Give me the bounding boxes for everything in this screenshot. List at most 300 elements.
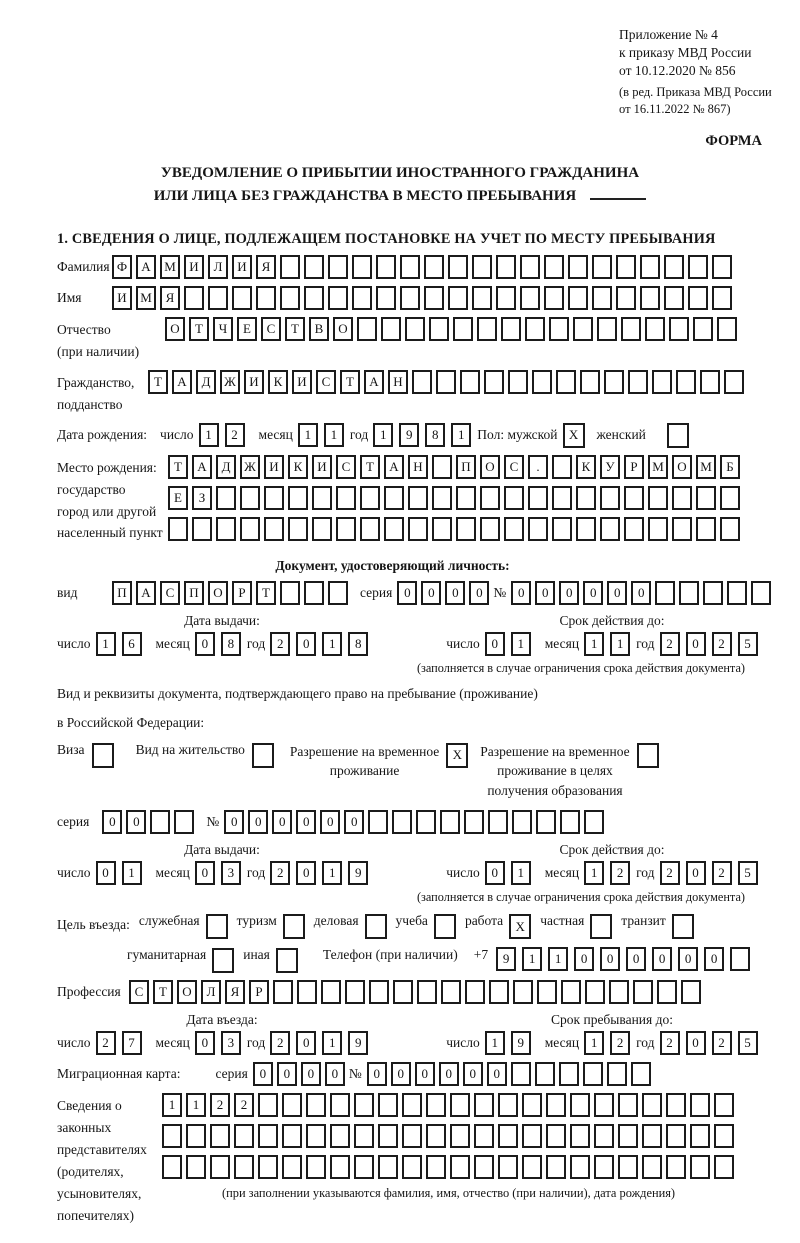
char-box[interactable]	[258, 1124, 278, 1148]
char-box[interactable]: Т	[285, 317, 305, 341]
char-box[interactable]	[354, 1124, 374, 1148]
char-box[interactable]	[489, 980, 509, 1004]
char-box[interactable]: Т	[340, 370, 360, 394]
edu-permit-checkbox[interactable]	[637, 743, 659, 768]
char-box[interactable]	[700, 370, 720, 394]
char-box[interactable]	[354, 1093, 374, 1117]
char-box[interactable]: 0	[253, 1062, 273, 1086]
char-box[interactable]: 0	[296, 810, 316, 834]
char-box[interactable]	[168, 517, 188, 541]
char-box[interactable]: П	[184, 581, 204, 605]
char-box[interactable]	[712, 255, 732, 279]
char-box[interactable]: Я	[160, 286, 180, 310]
char-box[interactable]	[618, 1124, 638, 1148]
char-box[interactable]	[306, 1124, 326, 1148]
char-box[interactable]: 9	[496, 947, 516, 971]
char-box[interactable]	[592, 286, 612, 310]
char-box[interactable]: С	[504, 455, 524, 479]
char-box[interactable]	[714, 1093, 734, 1117]
char-box[interactable]	[378, 1124, 398, 1148]
char-box[interactable]	[472, 286, 492, 310]
char-box[interactable]: 1	[610, 632, 630, 656]
temp-permit-checkbox[interactable]: X	[446, 743, 468, 768]
char-box[interactable]: 1	[199, 423, 219, 447]
char-box[interactable]	[384, 486, 404, 510]
char-box[interactable]: 0	[439, 1062, 459, 1086]
char-box[interactable]	[424, 286, 444, 310]
char-box[interactable]	[666, 1124, 686, 1148]
char-box[interactable]	[585, 980, 605, 1004]
char-box[interactable]: 1	[373, 423, 393, 447]
char-box[interactable]: 2	[712, 632, 732, 656]
char-box[interactable]: Р	[624, 455, 644, 479]
char-box[interactable]: З	[192, 486, 212, 510]
char-box[interactable]: Е	[237, 317, 257, 341]
char-box[interactable]	[456, 486, 476, 510]
char-box[interactable]	[426, 1093, 446, 1117]
char-box[interactable]	[552, 455, 572, 479]
char-box[interactable]	[400, 286, 420, 310]
char-box[interactable]: И	[292, 370, 312, 394]
char-box[interactable]: О	[177, 980, 197, 1004]
char-box[interactable]	[264, 517, 284, 541]
char-box[interactable]	[496, 286, 516, 310]
char-box[interactable]	[357, 317, 377, 341]
char-box[interactable]: П	[112, 581, 132, 605]
char-box[interactable]: .	[528, 455, 548, 479]
char-box[interactable]	[474, 1124, 494, 1148]
char-box[interactable]	[522, 1155, 542, 1179]
char-box[interactable]	[208, 286, 228, 310]
char-box[interactable]: 8	[221, 632, 241, 656]
char-box[interactable]: 0	[485, 632, 505, 656]
char-box[interactable]	[512, 810, 532, 834]
char-box[interactable]	[552, 517, 572, 541]
char-box[interactable]: 0	[535, 581, 555, 605]
char-box[interactable]: О	[672, 455, 692, 479]
char-box[interactable]	[640, 286, 660, 310]
char-box[interactable]: 2	[270, 1031, 290, 1055]
char-box[interactable]: Д	[196, 370, 216, 394]
char-box[interactable]	[573, 317, 593, 341]
char-box[interactable]: 8	[425, 423, 445, 447]
char-box[interactable]	[672, 517, 692, 541]
char-box[interactable]	[400, 255, 420, 279]
char-box[interactable]	[546, 1093, 566, 1117]
char-box[interactable]: 1	[522, 947, 542, 971]
char-box[interactable]: 0	[296, 632, 316, 656]
char-box[interactable]	[484, 370, 504, 394]
char-box[interactable]	[496, 255, 516, 279]
char-box[interactable]: 0	[574, 947, 594, 971]
char-box[interactable]	[576, 517, 596, 541]
char-box[interactable]: И	[312, 455, 332, 479]
char-box[interactable]	[402, 1155, 422, 1179]
char-box[interactable]	[306, 1093, 326, 1117]
char-box[interactable]	[360, 517, 380, 541]
char-box[interactable]: 0	[272, 810, 292, 834]
char-box[interactable]	[280, 286, 300, 310]
char-box[interactable]	[464, 810, 484, 834]
char-box[interactable]: А	[364, 370, 384, 394]
char-box[interactable]	[312, 517, 332, 541]
char-box[interactable]	[150, 810, 170, 834]
char-box[interactable]: О	[480, 455, 500, 479]
char-box[interactable]: 0	[102, 810, 122, 834]
char-box[interactable]: А	[192, 455, 212, 479]
char-box[interactable]: 0	[195, 1031, 215, 1055]
char-box[interactable]	[376, 255, 396, 279]
char-box[interactable]: 0	[96, 861, 116, 885]
char-box[interactable]	[664, 255, 684, 279]
char-box[interactable]: 0	[607, 581, 627, 605]
char-box[interactable]	[549, 317, 569, 341]
char-box[interactable]: 0	[686, 861, 706, 885]
char-box[interactable]: М	[160, 255, 180, 279]
char-box[interactable]: К	[288, 455, 308, 479]
char-box[interactable]: 0	[195, 632, 215, 656]
char-box[interactable]: 0	[511, 581, 531, 605]
char-box[interactable]	[368, 810, 388, 834]
char-box[interactable]: Т	[148, 370, 168, 394]
char-box[interactable]	[352, 255, 372, 279]
char-box[interactable]	[232, 286, 252, 310]
char-box[interactable]: М	[648, 455, 668, 479]
char-box[interactable]	[696, 486, 716, 510]
char-box[interactable]	[508, 370, 528, 394]
residence-permit-checkbox[interactable]	[252, 743, 274, 768]
char-box[interactable]: 0	[626, 947, 646, 971]
char-box[interactable]	[282, 1155, 302, 1179]
char-box[interactable]: 0	[296, 1031, 316, 1055]
char-box[interactable]	[730, 947, 750, 971]
char-box[interactable]	[688, 286, 708, 310]
char-box[interactable]	[642, 1155, 662, 1179]
char-box[interactable]	[652, 370, 672, 394]
char-box[interactable]: А	[384, 455, 404, 479]
char-box[interactable]: 5	[738, 632, 758, 656]
char-box[interactable]	[561, 980, 581, 1004]
char-box[interactable]: 2	[234, 1093, 254, 1117]
char-box[interactable]: Р	[249, 980, 269, 1004]
char-box[interactable]: 3	[221, 1031, 241, 1055]
char-box[interactable]: 0	[391, 1062, 411, 1086]
sex-male-checkbox[interactable]: X	[563, 423, 585, 448]
char-box[interactable]	[282, 1124, 302, 1148]
char-box[interactable]	[408, 486, 428, 510]
char-box[interactable]	[580, 370, 600, 394]
char-box[interactable]	[624, 486, 644, 510]
char-box[interactable]: 0	[678, 947, 698, 971]
char-box[interactable]: Н	[408, 455, 428, 479]
char-box[interactable]: Т	[256, 581, 276, 605]
char-box[interactable]	[360, 486, 380, 510]
char-box[interactable]	[376, 286, 396, 310]
purpose-official-checkbox[interactable]	[206, 914, 228, 939]
char-box[interactable]: 0	[463, 1062, 483, 1086]
char-box[interactable]	[717, 317, 737, 341]
char-box[interactable]: 0	[421, 581, 441, 605]
char-box[interactable]	[304, 286, 324, 310]
char-box[interactable]	[186, 1124, 206, 1148]
char-box[interactable]	[456, 517, 476, 541]
char-box[interactable]	[560, 810, 580, 834]
char-box[interactable]	[640, 255, 660, 279]
char-box[interactable]	[535, 1062, 555, 1086]
char-box[interactable]: Я	[256, 255, 276, 279]
char-box[interactable]	[621, 317, 641, 341]
char-box[interactable]: И	[264, 455, 284, 479]
char-box[interactable]	[402, 1093, 422, 1117]
purpose-humanitarian-checkbox[interactable]	[212, 948, 234, 973]
char-box[interactable]	[381, 317, 401, 341]
char-box[interactable]	[498, 1124, 518, 1148]
char-box[interactable]: Я	[225, 980, 245, 1004]
char-box[interactable]: К	[576, 455, 596, 479]
char-box[interactable]	[450, 1093, 470, 1117]
char-box[interactable]	[666, 1155, 686, 1179]
char-box[interactable]	[288, 517, 308, 541]
char-box[interactable]	[522, 1124, 542, 1148]
char-box[interactable]	[600, 517, 620, 541]
char-box[interactable]	[648, 486, 668, 510]
char-box[interactable]	[369, 980, 389, 1004]
char-box[interactable]	[712, 286, 732, 310]
char-box[interactable]: 0	[415, 1062, 435, 1086]
char-box[interactable]: А	[172, 370, 192, 394]
char-box[interactable]: Ж	[240, 455, 260, 479]
char-box[interactable]: Т	[153, 980, 173, 1004]
char-box[interactable]	[544, 286, 564, 310]
char-box[interactable]: 0	[600, 947, 620, 971]
char-box[interactable]	[330, 1124, 350, 1148]
char-box[interactable]: 2	[660, 1031, 680, 1055]
char-box[interactable]	[600, 486, 620, 510]
char-box[interactable]: 1	[584, 1031, 604, 1055]
char-box[interactable]: 0	[126, 810, 146, 834]
char-box[interactable]: Б	[720, 455, 740, 479]
char-box[interactable]	[568, 255, 588, 279]
char-box[interactable]	[328, 255, 348, 279]
char-box[interactable]	[258, 1155, 278, 1179]
char-box[interactable]: 1	[584, 632, 604, 656]
char-box[interactable]: 1	[511, 632, 531, 656]
char-box[interactable]	[330, 1093, 350, 1117]
char-box[interactable]	[669, 317, 689, 341]
char-box[interactable]: Е	[168, 486, 188, 510]
char-box[interactable]	[210, 1155, 230, 1179]
char-box[interactable]: 1	[485, 1031, 505, 1055]
char-box[interactable]	[216, 517, 236, 541]
char-box[interactable]: 0	[631, 581, 651, 605]
char-box[interactable]	[666, 1093, 686, 1117]
purpose-private-checkbox[interactable]	[590, 914, 612, 939]
char-box[interactable]: 2	[660, 632, 680, 656]
char-box[interactable]: И	[244, 370, 264, 394]
char-box[interactable]	[657, 980, 677, 1004]
char-box[interactable]: А	[136, 255, 156, 279]
char-box[interactable]	[393, 980, 413, 1004]
visa-checkbox[interactable]	[92, 743, 114, 768]
char-box[interactable]: 1	[322, 1031, 342, 1055]
char-box[interactable]	[501, 317, 521, 341]
char-box[interactable]: 1	[324, 423, 344, 447]
char-box[interactable]: 1	[122, 861, 142, 885]
char-box[interactable]	[184, 286, 204, 310]
char-box[interactable]	[504, 517, 524, 541]
char-box[interactable]: Т	[168, 455, 188, 479]
char-box[interactable]	[280, 255, 300, 279]
char-box[interactable]	[597, 317, 617, 341]
char-box[interactable]	[594, 1155, 614, 1179]
char-box[interactable]: М	[136, 286, 156, 310]
char-box[interactable]	[477, 317, 497, 341]
char-box[interactable]: 2	[712, 861, 732, 885]
char-box[interactable]	[474, 1093, 494, 1117]
char-box[interactable]: 1	[298, 423, 318, 447]
char-box[interactable]: 1	[584, 861, 604, 885]
char-box[interactable]	[552, 486, 572, 510]
char-box[interactable]	[258, 1093, 278, 1117]
char-box[interactable]: Л	[201, 980, 221, 1004]
char-box[interactable]	[751, 581, 771, 605]
char-box[interactable]: 0	[320, 810, 340, 834]
char-box[interactable]	[240, 486, 260, 510]
char-box[interactable]	[696, 517, 716, 541]
char-box[interactable]	[520, 255, 540, 279]
char-box[interactable]	[628, 370, 648, 394]
char-box[interactable]: О	[333, 317, 353, 341]
char-box[interactable]: 1	[451, 423, 471, 447]
char-box[interactable]	[618, 1093, 638, 1117]
char-box[interactable]	[488, 810, 508, 834]
char-box[interactable]	[336, 486, 356, 510]
char-box[interactable]	[417, 980, 437, 1004]
char-box[interactable]	[570, 1155, 590, 1179]
char-box[interactable]	[645, 317, 665, 341]
char-box[interactable]	[594, 1093, 614, 1117]
char-box[interactable]	[448, 255, 468, 279]
char-box[interactable]: 0	[583, 581, 603, 605]
char-box[interactable]: 0	[296, 861, 316, 885]
char-box[interactable]	[714, 1155, 734, 1179]
char-box[interactable]	[378, 1093, 398, 1117]
char-box[interactable]	[594, 1124, 614, 1148]
char-box[interactable]	[498, 1093, 518, 1117]
char-box[interactable]: 2	[210, 1093, 230, 1117]
char-box[interactable]: И	[112, 286, 132, 310]
char-box[interactable]	[498, 1155, 518, 1179]
char-box[interactable]	[448, 286, 468, 310]
char-box[interactable]	[453, 317, 473, 341]
char-box[interactable]: О	[165, 317, 185, 341]
char-box[interactable]	[474, 1155, 494, 1179]
char-box[interactable]: М	[696, 455, 716, 479]
char-box[interactable]	[570, 1124, 590, 1148]
char-box[interactable]	[480, 486, 500, 510]
char-box[interactable]	[432, 517, 452, 541]
char-box[interactable]	[681, 980, 701, 1004]
char-box[interactable]	[472, 255, 492, 279]
char-box[interactable]: 2	[225, 423, 245, 447]
char-box[interactable]: 1	[322, 632, 342, 656]
char-box[interactable]	[693, 317, 713, 341]
char-box[interactable]	[441, 980, 461, 1004]
char-box[interactable]	[504, 486, 524, 510]
char-box[interactable]	[688, 255, 708, 279]
char-box[interactable]	[607, 1062, 627, 1086]
char-box[interactable]	[513, 980, 533, 1004]
char-box[interactable]: С	[316, 370, 336, 394]
char-box[interactable]	[604, 370, 624, 394]
char-box[interactable]	[546, 1155, 566, 1179]
char-box[interactable]	[546, 1124, 566, 1148]
char-box[interactable]	[570, 1093, 590, 1117]
char-box[interactable]: 0	[367, 1062, 387, 1086]
char-box[interactable]	[304, 581, 324, 605]
char-box[interactable]: 0	[195, 861, 215, 885]
sex-female-checkbox[interactable]	[667, 423, 689, 448]
char-box[interactable]	[450, 1155, 470, 1179]
char-box[interactable]: Ч	[213, 317, 233, 341]
char-box[interactable]	[450, 1124, 470, 1148]
char-box[interactable]: 9	[348, 861, 368, 885]
char-box[interactable]	[354, 1155, 374, 1179]
char-box[interactable]	[537, 980, 557, 1004]
char-box[interactable]	[297, 980, 317, 1004]
purpose-work-checkbox[interactable]: X	[509, 914, 531, 939]
char-box[interactable]	[648, 517, 668, 541]
char-box[interactable]	[583, 1062, 603, 1086]
char-box[interactable]	[528, 517, 548, 541]
purpose-study-checkbox[interactable]	[434, 914, 456, 939]
char-box[interactable]: 2	[610, 861, 630, 885]
char-box[interactable]	[288, 486, 308, 510]
char-box[interactable]	[234, 1155, 254, 1179]
char-box[interactable]: Н	[388, 370, 408, 394]
char-box[interactable]	[616, 286, 636, 310]
char-box[interactable]: Д	[216, 455, 236, 479]
char-box[interactable]: А	[136, 581, 156, 605]
char-box[interactable]: У	[600, 455, 620, 479]
char-box[interactable]: 1	[511, 861, 531, 885]
char-box[interactable]: 5	[738, 1031, 758, 1055]
char-box[interactable]: С	[129, 980, 149, 1004]
char-box[interactable]: 0	[277, 1062, 297, 1086]
char-box[interactable]	[559, 1062, 579, 1086]
char-box[interactable]: 2	[270, 632, 290, 656]
char-box[interactable]	[676, 370, 696, 394]
char-box[interactable]: 1	[162, 1093, 182, 1117]
char-box[interactable]: Ф	[112, 255, 132, 279]
char-box[interactable]	[384, 517, 404, 541]
char-box[interactable]	[424, 255, 444, 279]
char-box[interactable]: 3	[221, 861, 241, 885]
char-box[interactable]	[328, 581, 348, 605]
char-box[interactable]	[522, 1093, 542, 1117]
char-box[interactable]: 5	[738, 861, 758, 885]
char-box[interactable]: Т	[189, 317, 209, 341]
char-box[interactable]	[321, 980, 341, 1004]
char-box[interactable]	[352, 286, 372, 310]
char-box[interactable]: Р	[232, 581, 252, 605]
char-box[interactable]: 9	[348, 1031, 368, 1055]
char-box[interactable]	[436, 370, 456, 394]
char-box[interactable]: 2	[270, 861, 290, 885]
char-box[interactable]	[345, 980, 365, 1004]
char-box[interactable]	[714, 1124, 734, 1148]
char-box[interactable]	[460, 370, 480, 394]
